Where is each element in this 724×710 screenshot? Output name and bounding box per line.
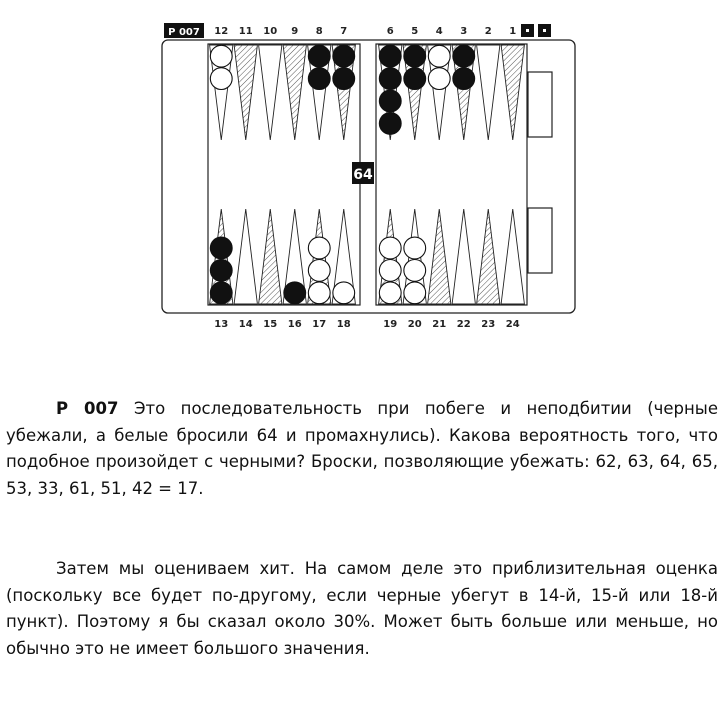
point-number-label: 5 [411,26,419,37]
white-checker [428,68,450,90]
point-number-label: 7 [340,26,348,37]
black-checker [379,90,401,112]
board-point [259,209,282,304]
board-point [428,209,451,304]
white-checker [404,260,426,282]
paragraph-analysis [6,556,718,662]
puzzle-tag-label: P 007 [168,27,200,38]
dice-value: 64 [353,167,373,183]
board-point [501,45,524,140]
black-checker [379,45,401,67]
white-checker [333,282,355,304]
black-checker [210,260,232,282]
point-number-label: 18 [336,319,351,330]
point-number-label: 22 [456,319,471,330]
bearoff-tray-top [528,72,552,137]
white-checker [379,260,401,282]
paragraph-2-body: Затем мы оцениваем хит. На самом деле это приблизительная оценка (поскольку все будет по-другому, если черные убегут в 14-й, 15-й или 18-й пункт). Поэтому я бы сказал около 30%. Может быть больше или меньше, но обычно это не имеет большого значения. [6,559,718,658]
board-point [283,45,306,140]
point-number-label: 6 [386,26,394,37]
black-checker [453,68,475,90]
point-number-label: 1 [509,26,517,37]
board-point [234,209,257,304]
board-point [234,45,257,140]
black-checker [284,282,306,304]
white-checker [404,237,426,259]
black-checker [379,113,401,135]
white-checker [308,237,330,259]
point-number-label: 19 [383,319,398,330]
point-number-label: 3 [460,26,468,37]
board-point [501,209,524,304]
black-checker [404,68,426,90]
black-checker [308,68,330,90]
board-point [477,45,500,140]
black-checker [404,45,426,67]
point-number-label: 24 [505,319,520,330]
board-point [477,209,500,304]
board-point [259,45,282,140]
point-number-label: 8 [315,26,323,37]
point-number-label: 14 [238,319,253,330]
point-number-label: 16 [287,319,302,330]
black-checker [333,45,355,67]
white-checker [210,45,232,67]
point-number-label: 12 [214,26,229,37]
white-checker [379,237,401,259]
point-number-label: 21 [432,319,447,330]
black-checker [210,237,232,259]
board-point [452,209,475,304]
point-number-label: 2 [484,26,492,37]
paragraph-1-body: Это последовательность при побеге и неподбитии (черные убежали, а белые бросили 64 и промахнулись). Какова вероятность того, что подобное произойдет с черными? Броски, позволяющие убежать: 62, 63, 64, 65, 53, 33, 61, 51, 42 = 17. [6,399,718,498]
point-number-label: 9 [291,26,299,37]
backgammon-board-diagram [140,0,580,340]
white-checker [404,282,426,304]
white-checker [308,260,330,282]
point-number-label: 17 [312,319,327,330]
point-number-label: 13 [214,319,229,330]
bearoff-tray-bottom [528,208,552,273]
white-checker [210,68,232,90]
black-checker [379,68,401,90]
point-number-label: 20 [407,319,422,330]
point-number-label: 11 [238,26,253,37]
white-checker [308,282,330,304]
point-number-label: 4 [435,26,443,37]
white-checker [379,282,401,304]
point-number-label: 23 [481,319,496,330]
white-checker [428,45,450,67]
black-checker [308,45,330,67]
black-checker [453,45,475,67]
point-number-label: 10 [263,26,278,37]
paragraph-puzzle-description [6,396,718,502]
point-number-label: 15 [263,319,278,330]
black-checker [210,282,232,304]
black-checker [333,68,355,90]
puzzle-tag-inline: P 007 [56,399,119,418]
